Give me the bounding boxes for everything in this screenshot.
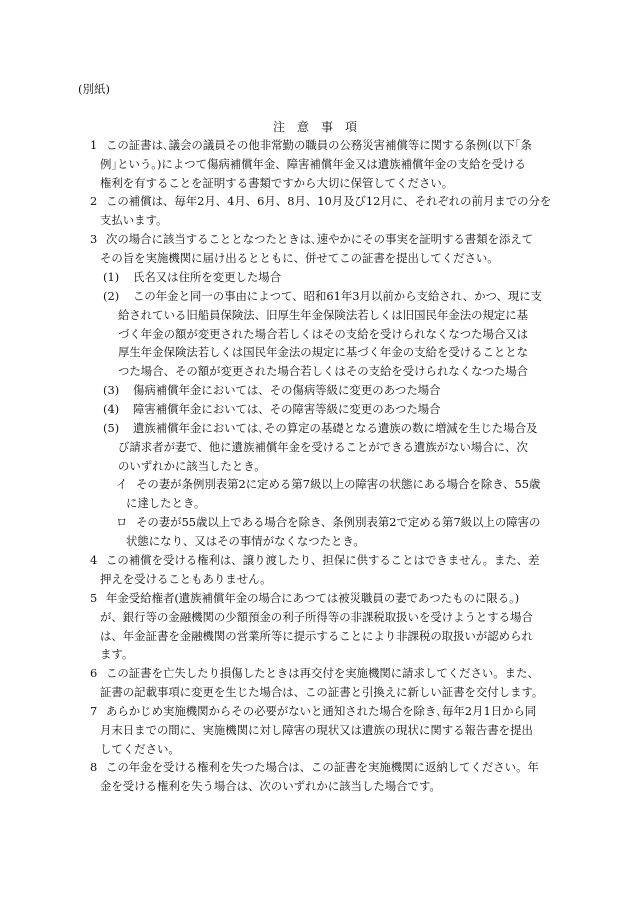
item-text-line: 支払います。 xyxy=(100,212,168,227)
item-text-line: この年金と同一の事由によつて、昭和61年3月以前から支給され、かつ、現に支 xyxy=(133,289,543,303)
item-number: イ xyxy=(116,477,128,491)
item-number: (1) xyxy=(103,270,120,284)
item-text-line: のいずれかに該当したとき。 xyxy=(118,458,266,473)
item-text-line: は、年金証書を金融機関の営業所等に提示することにより非課税の取扱いが認められ xyxy=(100,628,533,643)
item-number: 1 xyxy=(90,138,98,152)
item-number: (3) xyxy=(103,383,120,397)
item-number: (2) xyxy=(103,289,120,303)
attachment-label: (別紙) xyxy=(78,82,110,96)
item-text-line: その旨を実施機関に届け出るとともに、併せてこの証書を提出してください。 xyxy=(100,250,499,265)
item-text-line: が、銀行等の金融機関の少額預金の利子所得等の非課税取扱いを受けようとする場合 xyxy=(100,609,533,624)
item-text-line: 障害補償年金においては、その障害等級に変更のあつた場合 xyxy=(133,402,441,416)
item-text-line: つた場合、その額が変更された場合若しくはその支給を受けられなくなつた場合 xyxy=(118,364,529,379)
item-text-line: 権利を有することを証明する書類ですから大切に保管してください。 xyxy=(100,175,454,190)
item-text-line: 氏名又は住所を変更した場合 xyxy=(133,270,282,284)
item-text-line: 状態になり、又はその事情がなくなつたとき。 xyxy=(126,533,365,548)
item-text-line: に達したとき。 xyxy=(126,495,206,510)
item-text-line: この証書を亡失したり損傷したときは再交付を実施機関に請求してください。また、 xyxy=(106,666,539,680)
item-number: (5) xyxy=(103,421,120,435)
item-number: 3 xyxy=(90,232,98,246)
item-number: 2 xyxy=(90,194,98,208)
item-text-line: 給されている旧船員保険法、旧厚生年金保険法若しくは旧国民年金法の規定に基 xyxy=(118,307,529,322)
item-text-line: あらかじめ実施機関からその必要がないと通知された場合を除き､毎年2月1日から同 xyxy=(106,704,537,718)
item-text-line: ます。 xyxy=(100,647,134,662)
item-number: 4 xyxy=(90,553,98,567)
item-number: 7 xyxy=(90,704,98,718)
item-number: (4) xyxy=(103,402,120,416)
item-text-line: 年金受給権者(遺族補償年金の場合にあつては被災職員の妻であつたものに限る。) xyxy=(106,591,520,605)
item-text-line: づく年金の額が変更された場合若しくはその支給を受けられなくなつた場合又は xyxy=(118,326,529,341)
item-text-line: この証書は､議会の議員その他非常勤の職員の公務災害補償等に関する条例(以下｢条 xyxy=(106,138,532,152)
item-text-line: 次の場合に該当することとなつたときは､速やかにその事実を証明する書類を添えて xyxy=(106,232,534,246)
item-text-line: 遺族補償年金においては､その算定の基礎となる遺族の数に増減を生じた場合及 xyxy=(133,421,538,435)
item-text-line: 証書の記載事項に変更を生じた場合は、この証書と引換えに新しい証書を交付します。 xyxy=(100,684,544,699)
item-text-line: 例｣という｡)によつて傷病補償年金、障害補償年金又は遺族補償年金の支給を受ける xyxy=(100,156,526,171)
item-text-line: 押えを受けることもありません。 xyxy=(100,571,272,586)
item-text-line: び請求者が妻で、他に遺族補償年金を受けることができる遺族がない場合に、次 xyxy=(118,439,528,454)
item-text-line: その妻が55歳以上である場合を除き、条例別表第2で定める第7級以上の障害の xyxy=(136,515,541,529)
item-number: 8 xyxy=(90,760,98,774)
item-text-line: この補償を受ける権利は、譲り渡したり、担保に供することはできません。また、差 xyxy=(106,553,540,567)
item-text-line: 厚生年金保険法若しくは国民年金法の規定に基づく年金の支給を受けることとな xyxy=(118,345,529,360)
item-number: 6 xyxy=(90,666,98,680)
item-number: 5 xyxy=(90,591,98,605)
item-text-line: してください。 xyxy=(100,741,180,756)
item-text-line: 月末日までの間に、実施機関に対し障害の現状又は遺族の現状に関する報告書を提出 xyxy=(100,722,533,737)
page-title: 注 意 事 項 xyxy=(272,120,357,134)
item-text-line: 傷病補償年金においては、その傷病等級に変更のあつた場合 xyxy=(133,383,441,397)
item-text-line: 金を受ける権利を失う場合は、次のいずれかに該当した場合です。 xyxy=(100,778,441,793)
item-number: ロ xyxy=(116,515,128,529)
item-text-line: その妻が条例別表第2に定める第7級以上の障害の状態にある場合を除き、55歳 xyxy=(136,477,541,491)
item-text-line: この年金を受ける権利を失つた場合は、この証書を実施機関に返納してください。年 xyxy=(106,760,539,774)
item-text-line: この補償は、毎年2月、4月、6月、8月、10月及び12月に、それぞれの前月までの分を xyxy=(106,194,552,208)
